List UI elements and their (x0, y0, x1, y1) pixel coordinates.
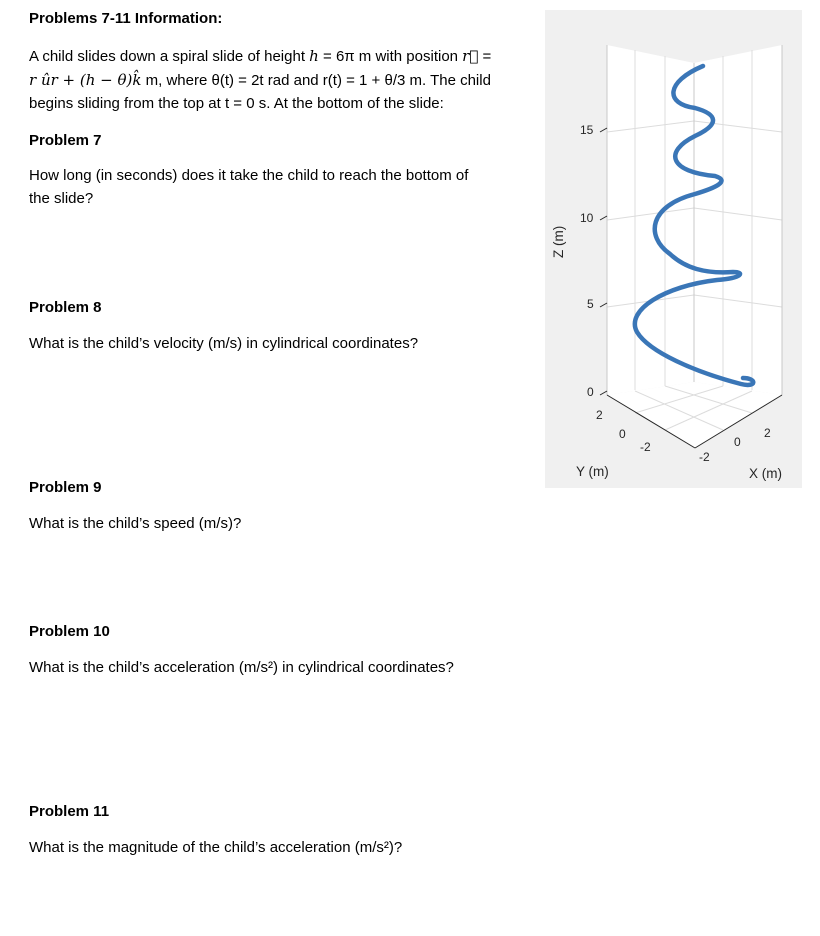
x-axis-label: X (m) (749, 466, 782, 481)
problem-9-question: What is the child’s speed (m/s)? (29, 515, 242, 532)
y-axis-label: Y (m) (576, 464, 609, 479)
z-tick-label: 0 (587, 385, 594, 399)
z-axis-label: Z (m) (551, 225, 566, 258)
y-tick-label: 0 (619, 427, 626, 441)
intro-text: m, where θ(t) = 2t rad and r(t) = 1 + θ/3 m. The child (141, 72, 491, 89)
z-tick-label: 15 (580, 123, 594, 137)
problem-7-title: Problem 7 (29, 132, 102, 149)
intro-line-1 (29, 45, 491, 68)
intro-text: = (478, 48, 492, 65)
z-tick-label: 10 (580, 211, 594, 225)
y-tick-label: 2 (596, 408, 603, 422)
intro-text: A child slides down a spiral slide of height (29, 48, 310, 65)
y-tick-label: -2 (640, 440, 651, 454)
problem-8-title: Problem 8 (29, 299, 102, 316)
problem-11-question: What is the magnitude of the child’s acceleration (m/s²)? (29, 839, 403, 856)
position-vector-symbol: r⃗ (462, 47, 479, 65)
problem-7-question: How long (in seconds) does it take the child to reach the bottom of (29, 167, 469, 184)
intro-line-3: begins sliding from the top at t = 0 s. At the bottom of the slide: (29, 95, 444, 112)
spiral-slide-plot (545, 10, 802, 488)
position-equation: r ûr + (h − θ)k̂ (29, 71, 142, 89)
problem-10-title: Problem 10 (29, 623, 110, 640)
problem-7-question: the slide? (29, 190, 94, 207)
x-tick-label: 0 (734, 435, 741, 449)
back-left-wall (607, 45, 694, 395)
intro-line-2 (29, 69, 491, 92)
back-right-wall (694, 45, 782, 395)
x-tick-label: 2 (764, 426, 771, 440)
info-title: Problems 7-11 Information: (29, 10, 223, 27)
problem-8-question: What is the child’s velocity (m/s) in cylindrical coordinates? (29, 335, 419, 352)
problem-10-question: What is the child’s acceleration (m/s²) in cylindrical coordinates? (29, 659, 454, 676)
x-tick-label: -2 (699, 450, 710, 464)
problem-11-title: Problem 11 (29, 803, 110, 820)
problem-9-title: Problem 9 (29, 479, 102, 496)
intro-text: = 6π m with position (318, 48, 463, 65)
height-symbol: h (309, 47, 319, 65)
z-tick-label: 5 (587, 297, 594, 311)
